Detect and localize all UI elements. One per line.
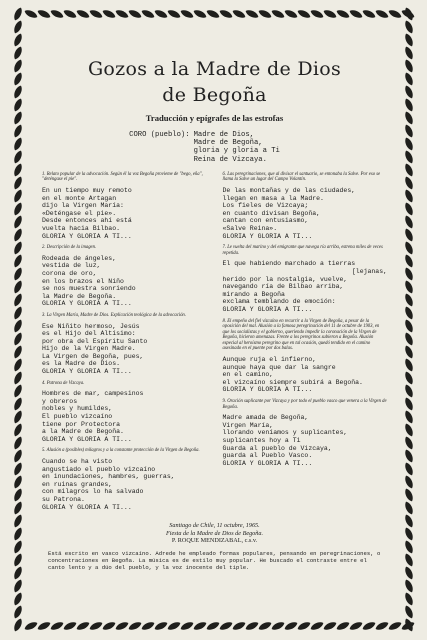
border-leaf bbox=[12, 292, 23, 307]
border-leaf bbox=[270, 620, 285, 631]
border-leaf bbox=[12, 227, 23, 242]
stanza-verse bbox=[42, 323, 207, 376]
border-leaf bbox=[62, 8, 77, 19]
border-leaf bbox=[12, 110, 23, 125]
border-leaf bbox=[12, 357, 23, 372]
verse-line: navegando ría de Bilbao arriba, bbox=[222, 283, 344, 291]
border-leaf bbox=[12, 448, 23, 463]
verse-line: llegan en masa a la Madre. bbox=[222, 194, 324, 202]
stanza-epigraph: 9. Oración suplicante por Vizcaya y por todo el pueblo vasco que venera a la Virgen de Begoña. bbox=[222, 399, 387, 410]
border-leaf bbox=[403, 331, 414, 346]
border-leaf bbox=[403, 474, 414, 489]
border-leaf bbox=[403, 58, 414, 73]
border-leaf bbox=[140, 8, 155, 19]
border-leaf bbox=[309, 8, 324, 19]
border-leaf bbox=[12, 32, 23, 47]
border-leaf bbox=[244, 8, 259, 19]
border-leaf bbox=[75, 8, 90, 19]
border-leaf bbox=[218, 8, 233, 19]
stanza-epigraph: 1. Relato popular de la advocación. Según él la voz Begoña provieme de "bego, eña", "deténgase el pie". bbox=[42, 171, 203, 183]
border-leaf bbox=[403, 461, 414, 476]
border-leaf bbox=[166, 8, 181, 19]
border-leaf bbox=[114, 620, 129, 631]
verse-line: El que habiendo marchado a tierras bbox=[222, 260, 356, 268]
border-leaf bbox=[12, 19, 23, 34]
border-leaf bbox=[49, 620, 64, 631]
border-leaf bbox=[403, 448, 414, 463]
author: P. ROQUE MENDIZABAL, c.s.v. bbox=[171, 536, 258, 544]
stanza-epigraph: 7. Le vuelta del marino y del emigrante que navega ría arriba, estrena miles de veces repetida. bbox=[222, 245, 383, 256]
border-leaf bbox=[12, 370, 23, 385]
verse-line: con milagros lo ha salvado bbox=[42, 488, 144, 496]
border-leaf bbox=[403, 292, 414, 307]
border-leaf bbox=[12, 58, 23, 73]
verse-line: Cuando se ha visto bbox=[42, 458, 113, 465]
verse-line: La Virgen de Begoña, pues, bbox=[42, 352, 144, 360]
border-leaf bbox=[335, 620, 350, 631]
border-leaf bbox=[403, 71, 414, 86]
stanza-epigraph: 4. Patrona de Vizcaya. bbox=[42, 380, 85, 386]
verse-line: angustiado el pueblo vizcaíno bbox=[42, 465, 156, 473]
border-leaf bbox=[403, 214, 414, 229]
verse-line: Aunque ruja el infierno, bbox=[222, 356, 317, 364]
border-leaf bbox=[12, 526, 23, 541]
border-leaf bbox=[49, 8, 64, 19]
place-date: Santiago de Chile, 11 octubre, 1965. bbox=[169, 522, 260, 530]
verse-line: Rodeada de ángeles, bbox=[42, 254, 117, 262]
border-leaf bbox=[403, 201, 414, 216]
border-leaf bbox=[12, 84, 23, 99]
border-leaf bbox=[12, 617, 23, 632]
border-leaf bbox=[62, 620, 77, 631]
signature-block bbox=[42, 522, 387, 544]
coro-lines bbox=[194, 131, 280, 164]
border-leaf bbox=[12, 461, 23, 476]
border-leaf bbox=[403, 188, 414, 203]
stanza-verse bbox=[223, 414, 388, 467]
border-leaf bbox=[403, 123, 414, 138]
border-leaf bbox=[205, 620, 220, 631]
verse-line: GLORIA Y GLORIA A TI... bbox=[222, 232, 313, 240]
border-leaf bbox=[12, 422, 23, 437]
border-leaf bbox=[231, 8, 246, 19]
border-leaf bbox=[374, 8, 389, 19]
verse-line: «Deténgase el pie». bbox=[42, 209, 117, 217]
stanza-verse bbox=[42, 458, 207, 511]
stanza-epigraph: 2. Descripción de la imagen. bbox=[42, 245, 97, 251]
border-leaf bbox=[153, 620, 168, 631]
border-leaf bbox=[205, 8, 220, 19]
border-leaf bbox=[403, 422, 414, 437]
border-leaf bbox=[403, 578, 414, 593]
verse-line: De las montañas y de las ciudades, bbox=[222, 187, 356, 194]
right-column bbox=[223, 172, 388, 516]
verse-line: en el camino, bbox=[222, 371, 274, 379]
border-leaf bbox=[403, 97, 414, 112]
border-leaf bbox=[12, 305, 23, 320]
stanza-verse bbox=[42, 255, 207, 308]
border-leaf bbox=[12, 552, 23, 567]
border-leaf bbox=[88, 620, 103, 631]
verse-line: herido por la nostalgia, vuelve, bbox=[222, 275, 348, 283]
border-leaf bbox=[403, 266, 414, 281]
verse-line: GLORIA Y GLORIA A TI... bbox=[42, 368, 132, 376]
border-leaf bbox=[166, 620, 181, 631]
border-leaf bbox=[12, 604, 23, 619]
stanza-verse bbox=[42, 390, 207, 443]
border-leaf bbox=[12, 396, 23, 411]
verse-line: GLORIA Y GLORIA A TI... bbox=[222, 459, 313, 467]
border-leaf bbox=[179, 8, 194, 19]
border-leaf bbox=[361, 620, 376, 631]
border-leaf bbox=[231, 620, 246, 631]
verse-line: Madre amada de Begoña, bbox=[222, 414, 309, 422]
stanza-epigraph: 5. Alusión a (posibles) milagros y a la constante protección de la Virgen de Begoña. bbox=[42, 448, 200, 454]
border-leaf bbox=[12, 71, 23, 86]
title-line-2: de Begoña bbox=[162, 84, 267, 106]
border-leaf bbox=[12, 201, 23, 216]
border-leaf bbox=[403, 110, 414, 125]
border-leaf bbox=[403, 279, 414, 294]
border-leaf bbox=[403, 344, 414, 359]
border-leaf bbox=[322, 8, 337, 19]
border-leaf bbox=[403, 240, 414, 255]
border-leaf bbox=[309, 620, 324, 631]
subtitle: Traducción y epígrafes de las estrofas bbox=[145, 113, 284, 123]
border-leaf bbox=[127, 8, 142, 19]
verse-line: corona de oro, bbox=[42, 269, 97, 277]
verse-line: el vizcaíno siempre subirá a Begoña. bbox=[222, 378, 363, 386]
stanza-verse bbox=[42, 187, 207, 240]
verse-line: en el monte Artagan bbox=[42, 194, 117, 202]
verse-line: Hijo de la Virgen Madre. bbox=[42, 345, 136, 353]
verse-line: El pueblo vizcaíno bbox=[42, 413, 113, 421]
verse-line: [lejanas, bbox=[351, 267, 387, 275]
verse-line: Ese Niñito hermoso, Jesús bbox=[42, 322, 140, 330]
coro-line: Madre de Begoña, bbox=[193, 139, 263, 148]
border-leaf bbox=[270, 8, 285, 19]
verse-line: en inundaciones, hambres, guerras, bbox=[42, 473, 175, 481]
border-leaf bbox=[403, 357, 414, 372]
border-leaf bbox=[12, 383, 23, 398]
border-leaf bbox=[403, 487, 414, 502]
border-leaf bbox=[403, 591, 414, 606]
border-leaf bbox=[12, 214, 23, 229]
border-leaf bbox=[403, 84, 414, 99]
border-leaf bbox=[403, 565, 414, 580]
verse-line: se nos muestra sonriendo bbox=[42, 285, 136, 293]
border-leaf bbox=[12, 188, 23, 203]
border-leaf bbox=[12, 331, 23, 346]
verse-line: nobles y humildes, bbox=[42, 405, 113, 413]
border-leaf bbox=[12, 318, 23, 333]
page-title bbox=[42, 56, 387, 108]
stanza-epigraph: 6. Las peregrinaciones, que al divisar el santuario, se entonaba la Salve. Por eso se llama la Salve un lugar del Campo Volantín. bbox=[222, 171, 381, 183]
border-leaf bbox=[12, 500, 23, 515]
border-leaf bbox=[322, 620, 337, 631]
stanza-verse bbox=[223, 260, 388, 313]
verse-line: la Madre de Begoña. bbox=[42, 292, 117, 300]
border-leaf bbox=[403, 19, 414, 34]
verse-line: suplicantes hoy a Ti bbox=[222, 437, 301, 444]
border-leaf bbox=[257, 620, 272, 631]
border-leaf bbox=[12, 175, 23, 190]
title-line-1: Gozos a la Madre de Dios bbox=[87, 58, 342, 80]
closing-note: Está escrito en vasco vizcaíno. Adrede he empleado formas populares, pensando en peregrinaciones, o concentraciones en Begoña. La música es de estilo muy popular. He buscado el contraste entre el canto lento y a dúo del pueblo, y la voz inocente del tiple. bbox=[48, 550, 381, 572]
verse-line: Desde entonces ahí está bbox=[42, 217, 132, 225]
stanza-columns bbox=[42, 172, 387, 516]
border-leaf bbox=[403, 162, 414, 177]
border-leaf bbox=[335, 8, 350, 19]
verse-line: exclama temblando de emoción: bbox=[222, 298, 336, 306]
border-leaf bbox=[101, 8, 116, 19]
border-leaf bbox=[403, 175, 414, 190]
border-leaf bbox=[101, 620, 116, 631]
border-leaf bbox=[257, 8, 272, 19]
verse-line: a la Madre de Begoña. bbox=[42, 428, 124, 436]
coro-line: gloria y gloria a Ti bbox=[193, 147, 280, 156]
verse-line: tiene por Protectora bbox=[42, 420, 121, 428]
border-leaf bbox=[140, 620, 155, 631]
border-leaf bbox=[12, 591, 23, 606]
border-leaf bbox=[192, 620, 207, 631]
border-leaf bbox=[36, 8, 51, 19]
occasion: Fiesta de la Madre de Dios de Begoña. bbox=[165, 529, 264, 537]
verse-line: mirando a Begoña bbox=[222, 290, 285, 298]
border-leaf bbox=[12, 344, 23, 359]
border-leaf bbox=[88, 8, 103, 19]
border-leaf bbox=[348, 620, 363, 631]
document-body bbox=[42, 46, 387, 571]
border-leaf bbox=[12, 162, 23, 177]
border-leaf bbox=[403, 526, 414, 541]
border-leaf bbox=[153, 8, 168, 19]
border-leaf bbox=[403, 500, 414, 515]
verse-line: Hombres de mar, campesinos bbox=[42, 390, 144, 398]
verse-line: Los fieles de Vizcaya; bbox=[222, 202, 309, 210]
border-leaf bbox=[12, 6, 23, 21]
stanza-verse bbox=[223, 187, 388, 240]
verse-line: por obra del Espíritu Santo bbox=[42, 337, 148, 345]
verse-line: vuelta hacia Bilbao. bbox=[42, 224, 121, 232]
verse-line: en cuanto divisan Begoña, bbox=[222, 209, 321, 217]
border-leaf bbox=[403, 409, 414, 424]
border-leaf bbox=[361, 8, 376, 19]
verse-line: aunque haya que dar la sangre bbox=[222, 363, 336, 371]
border-leaf bbox=[12, 474, 23, 489]
border-leaf bbox=[12, 97, 23, 112]
border-leaf bbox=[12, 513, 23, 528]
border-leaf bbox=[403, 383, 414, 398]
border-leaf bbox=[403, 45, 414, 60]
verse-line: y obreros bbox=[42, 397, 78, 405]
coro-line: Reina de Vizcaya. bbox=[193, 155, 267, 164]
border-leaf bbox=[403, 396, 414, 411]
border-leaf bbox=[374, 620, 389, 631]
stanza-verse bbox=[223, 356, 388, 394]
verse-line: GLORIA Y GLORIA A TI... bbox=[42, 232, 132, 240]
verse-line: en ruinas grandes, bbox=[42, 480, 113, 488]
verse-line: su Patrona. bbox=[42, 495, 85, 503]
border-leaf bbox=[192, 8, 207, 19]
border-leaf bbox=[75, 620, 90, 631]
border-leaf bbox=[12, 45, 23, 60]
verse-line: GLORIA Y GLORIA A TI... bbox=[42, 503, 132, 511]
border-leaf bbox=[403, 253, 414, 268]
verse-line: en los brazos el Niño bbox=[42, 277, 124, 285]
border-leaf bbox=[23, 8, 38, 19]
border-leaf bbox=[179, 620, 194, 631]
verse-line: «Salve Reina». bbox=[222, 224, 278, 232]
coro-block bbox=[22, 131, 387, 164]
verse-line: guarda al Pueblo Vasco. bbox=[222, 452, 313, 460]
verse-line: es la Madre de Dios. bbox=[42, 360, 121, 368]
border-leaf bbox=[296, 8, 311, 19]
border-leaf bbox=[114, 8, 129, 19]
coro-line: Madre de Dios, bbox=[193, 131, 254, 139]
border-leaf bbox=[403, 370, 414, 385]
border-leaf bbox=[283, 8, 298, 19]
border-leaf bbox=[403, 318, 414, 333]
border-leaf bbox=[348, 8, 363, 19]
border-leaf bbox=[127, 620, 142, 631]
border-leaf bbox=[12, 565, 23, 580]
verse-line: Guarda al pueblo de Vizcaya, bbox=[222, 444, 332, 452]
border-leaf bbox=[403, 227, 414, 242]
stanza-epigraph: 8. El empeño del fiel vizcaíno en recurrir a la Virgen de Begoña, a pesar de la oposición del mal. Alusión a la famosa peregrinación del 11 de octubre de 1903, en que los socialistas y el gobierno, queriendo impedir la coronación de la Virgen de Begoña, hicieron amenazas. Frente a los peregrinos subieron a Begoña. Alusión especial al heroísmo peregrino que en tal ocasión, quedó tendido en el camino asesinado en el puente por dos balas. bbox=[222, 318, 380, 352]
border-leaf bbox=[403, 149, 414, 164]
border-leaf bbox=[12, 266, 23, 281]
border-leaf bbox=[12, 253, 23, 268]
border-leaf bbox=[387, 620, 402, 631]
stanza-epigraph: 3. La Virgen María, Madre de Dios. Explicación teológica de la advocación. bbox=[42, 312, 186, 318]
verse-line: dijo la Virgen María: bbox=[42, 202, 124, 210]
border-leaf bbox=[12, 409, 23, 424]
verse-line: GLORIA Y GLORIA A TI... bbox=[222, 386, 313, 394]
border-leaf bbox=[12, 487, 23, 502]
border-leaf bbox=[403, 136, 414, 151]
border-leaf bbox=[244, 620, 259, 631]
border-leaf bbox=[403, 513, 414, 528]
border-leaf bbox=[403, 552, 414, 567]
border-leaf bbox=[23, 620, 38, 631]
border-leaf bbox=[403, 435, 414, 450]
border-leaf bbox=[36, 620, 51, 631]
border-leaf bbox=[12, 539, 23, 554]
border-leaf bbox=[283, 620, 298, 631]
border-leaf bbox=[403, 604, 414, 619]
border-leaf bbox=[12, 578, 23, 593]
border-leaf bbox=[403, 539, 414, 554]
left-column bbox=[42, 172, 207, 516]
border-leaf bbox=[12, 240, 23, 255]
border-leaf bbox=[403, 305, 414, 320]
verse-line: cantan con entusiasmo, bbox=[222, 217, 309, 225]
verse-line: es el Hijo del Altísimo: bbox=[42, 330, 136, 338]
verse-line: llorando veníamos y suplicantes, bbox=[222, 429, 348, 437]
coro-label: CORO (pueblo): bbox=[129, 131, 190, 139]
border-leaf bbox=[12, 435, 23, 450]
verse-line: vestida de luz, bbox=[42, 262, 101, 270]
verse-line: Virgen María, bbox=[222, 421, 274, 429]
verse-line: GLORIA Y GLORIA A TI... bbox=[222, 305, 313, 313]
verse-line: En un tiempo muy remoto bbox=[42, 187, 132, 194]
verse-line: GLORIA Y GLORIA A TI... bbox=[42, 300, 132, 308]
border-leaf bbox=[387, 8, 402, 19]
verse-line: GLORIA Y GLORIA A TI... bbox=[42, 435, 132, 443]
border-leaf bbox=[403, 32, 414, 47]
border-leaf bbox=[12, 279, 23, 294]
border-leaf bbox=[296, 620, 311, 631]
border-leaf bbox=[218, 620, 233, 631]
